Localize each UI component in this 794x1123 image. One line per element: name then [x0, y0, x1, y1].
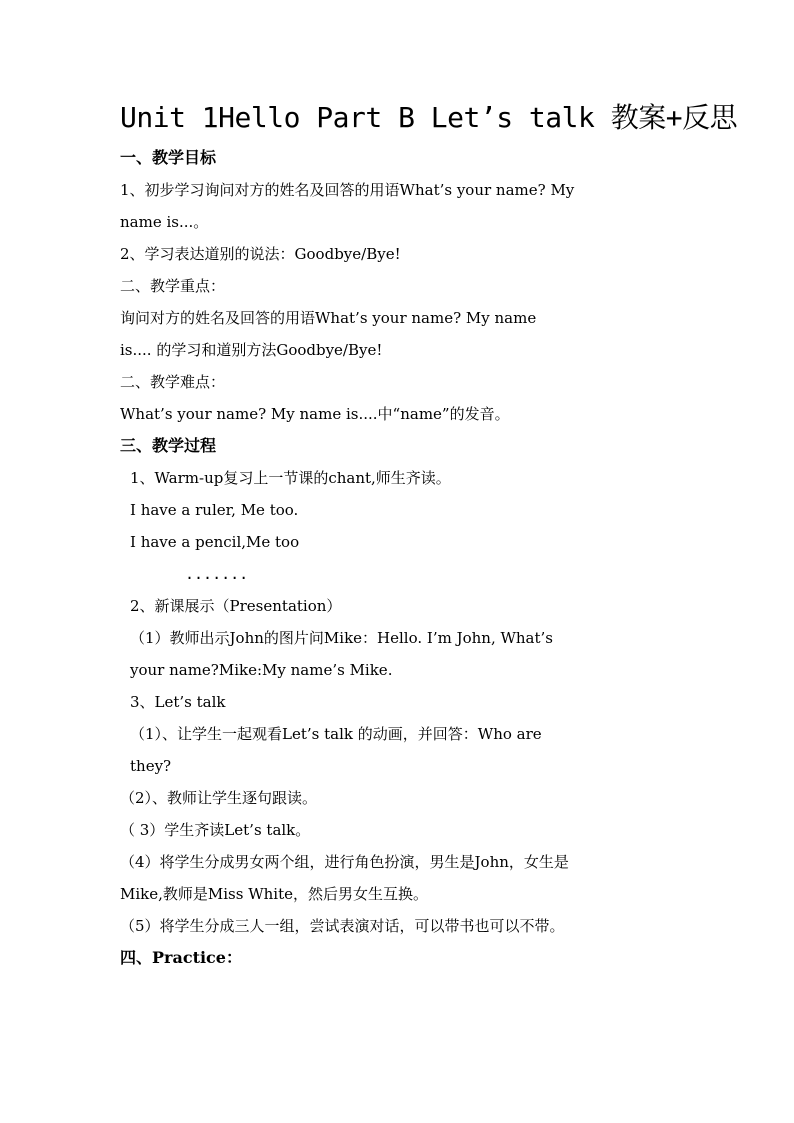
paragraph-line: （1）、让学生一起观看Let’s talk 的动画，并回答：Who are — [130, 725, 542, 743]
paragraph-line: 2、新课展示（Presentation） — [130, 597, 342, 615]
paragraph-line: （ 3）学生齐读Let’s talk。 — [120, 821, 311, 839]
paragraph-line: name is...。 — [120, 213, 209, 231]
paragraph-line: What’s your name? My name is....中“name”的发音。 — [120, 405, 510, 423]
paragraph-line: they? — [130, 757, 172, 775]
section-heading-key-points: 二、教学重点： — [120, 277, 226, 295]
paragraph-line: （1）教师出示John的图片问Mike：Hello. I’m John, What’s — [130, 629, 553, 647]
section-heading-teaching-process: 三、教学过程 — [120, 436, 217, 455]
document-title: Unit 1Hello Part B Let’s talk 教案+反思 — [120, 101, 738, 134]
section-heading-difficulties: 二、教学难点： — [120, 373, 226, 391]
paragraph-line: I have a ruler, Me too. — [130, 501, 299, 519]
ellipsis-line: ....... — [185, 565, 249, 583]
paragraph-line: （4）将学生分成男女两个组，进行角色扮演，男生是John，女生是 — [120, 853, 569, 871]
paragraph-line: Mike,教师是Miss White，然后男女生互换。 — [120, 885, 428, 903]
paragraph-line: 3、Let’s talk — [130, 693, 226, 711]
paragraph-line: 1、Warm-up复习上一节课的chant,师生齐读。 — [130, 469, 451, 487]
section-heading-practice: 四、Practice： — [120, 948, 242, 967]
paragraph-line: （2）、教师让学生逐句跟读。 — [120, 789, 318, 807]
paragraph-line: （5）将学生分成三人一组，尝试表演对话，可以带书也可以不带。 — [120, 917, 565, 935]
paragraph-line: your name?Mike:My name’s Mike. — [130, 661, 393, 679]
paragraph-line: 2、学习表达道别的说法：Goodbye/Bye! — [120, 245, 401, 263]
paragraph-line: is.... 的学习和道别方法Goodbye/Bye! — [120, 341, 383, 359]
paragraph-line: I have a pencil,Me too — [130, 533, 300, 551]
section-heading-teaching-goals: 一、教学目标 — [120, 148, 217, 167]
paragraph-line: 询问对方的姓名及回答的用语What’s your name? My name — [120, 309, 537, 327]
paragraph-line: 1、初步学习询问对方的姓名及回答的用语What’s your name? My — [120, 181, 575, 199]
